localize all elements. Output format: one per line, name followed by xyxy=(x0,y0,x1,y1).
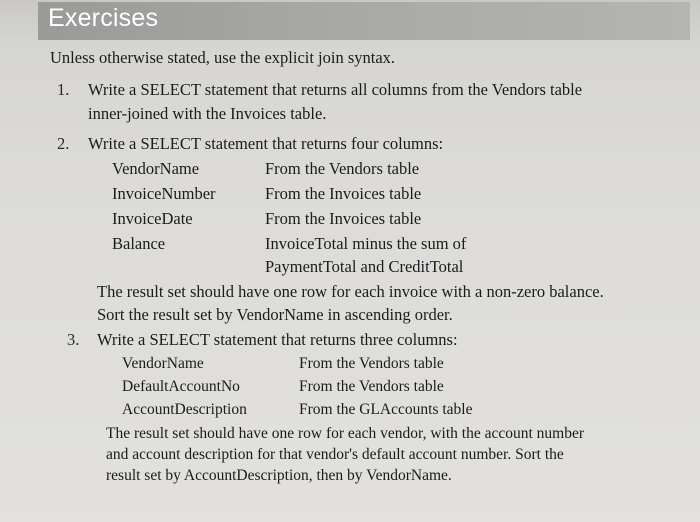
exercise-2-result-line-1: The result set should have one row for each invoice with a non-zero balance. xyxy=(97,282,604,301)
exercise-2-result-line-2: Sort the result set by VendorName in ascending order. xyxy=(97,305,453,324)
ex2-column-source: InvoiceTotal minus the sum of xyxy=(265,234,467,253)
ex3-column-name: VendorName xyxy=(122,355,204,372)
ex3-column-name: AccountDescription xyxy=(122,401,247,418)
ex3-column-source: From the Vendors table xyxy=(299,355,444,372)
ex3-column-source: From the GLAccounts table xyxy=(299,401,473,418)
ex3-column-name: DefaultAccountNo xyxy=(122,378,240,395)
ex3-column-source: From the Vendors table xyxy=(299,378,444,395)
intro-text: Unless otherwise stated, use the explicit join syntax. xyxy=(50,48,396,67)
ex2-column-source-continued: PaymentTotal and CreditTotal xyxy=(265,257,464,276)
ex2-column-source: From the Vendors table xyxy=(265,159,420,178)
ex2-column-name: Balance xyxy=(112,234,166,253)
exercise-2-line-1: Write a SELECT statement that returns four columns: xyxy=(88,134,444,153)
exercise-3-result-line-2: and account description for that vendor's default account number. Sort the xyxy=(106,446,564,463)
exercise-1-line-2: inner-joined with the Invoices table. xyxy=(88,104,327,123)
ex2-column-name: VendorName xyxy=(112,159,200,178)
page-title: Exercises xyxy=(48,4,159,32)
exercise-1-line-1: Write a SELECT statement that returns all columns from the Vendors table xyxy=(88,80,583,99)
exercise-3-result-line-3: result set by AccountDescription, then by VendorName. xyxy=(106,467,452,484)
ex2-column-source: From the Invoices table xyxy=(265,184,422,203)
exercise-3-result-line-1: The result set should have one row for each vendor, with the account number xyxy=(106,425,585,442)
exercise-3-number: 3. xyxy=(67,330,80,349)
exercise-3-line-1: Write a SELECT statement that returns three columns: xyxy=(97,330,458,349)
exercise-1-number: 1. xyxy=(57,80,70,99)
exercise-2-number: 2. xyxy=(57,134,70,153)
ex2-column-name: InvoiceNumber xyxy=(112,184,216,203)
ex2-column-name: InvoiceDate xyxy=(112,209,193,228)
ex2-column-source: From the Invoices table xyxy=(265,209,422,228)
